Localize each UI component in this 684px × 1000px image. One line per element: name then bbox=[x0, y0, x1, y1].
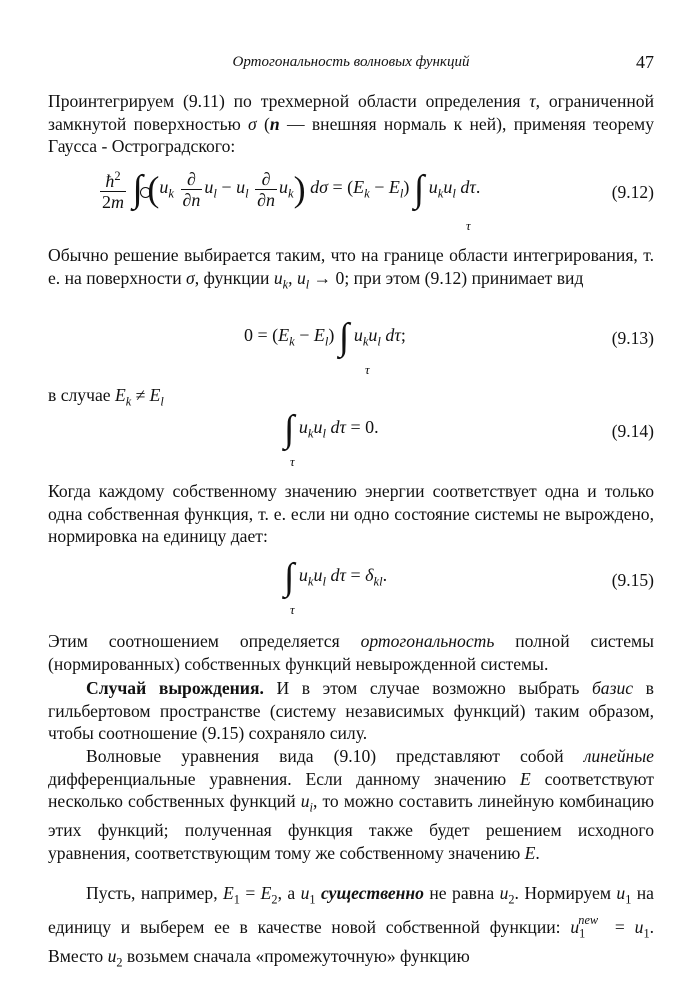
equation-9-13: $0 = (E_k - E_l)$ ∫ $u_ku_l$ dτ; τ bbox=[244, 316, 406, 377]
equation-number-9-14: (9.14) bbox=[611, 421, 654, 441]
equation-number-9-13: (9.13) bbox=[611, 328, 654, 348]
paragraph-5: Этим соотношением определяется ортогональность полной системы (нормированных) собственных функций невырожденной системы. bbox=[48, 631, 654, 674]
term-orthogonality: ортогональность bbox=[360, 631, 495, 651]
term-substantially: существенно bbox=[320, 883, 424, 903]
paragraph-4: Когда каждому собственному значению энергии соответствует одна и только одна собственная функция, т. е. если ни одно состояние системы не вырождено, нормировка на единицу дает: bbox=[48, 481, 654, 546]
section-heading-degeneracy: Случай вырождения. bbox=[86, 678, 264, 698]
paragraph-8: Пусть, например, $E_1 = E_2$, а $u_1$ существенно не равна $u_2$. Нормируем $u_1$ на единицу и выберем ее в качестве новой собственной функции: $u_1^{new} = u_1$. Вместо $u_2$ возьмем сначала «промежуточную» функцию bbox=[48, 883, 654, 970]
paragraph-1: Проинтегрируем (9.11) по трехмерной области определения τ, ограниченной замкнутой поверхностью σ (n — внешняя нормаль к ней), применяя теорему Гаусса - Остроградского: bbox=[48, 91, 654, 156]
equation-9-15: ∫ $u_ku_l$ $d\tau = \delta_{kl}$. τ bbox=[284, 556, 388, 617]
term-linear: линейные bbox=[583, 746, 654, 766]
contour-integral-sign: ∫ bbox=[133, 170, 143, 208]
term-basis: базис bbox=[591, 678, 634, 698]
equation-number-9-12: (9.12) bbox=[611, 182, 654, 202]
page-number: 47 bbox=[636, 52, 654, 72]
paragraph-2: Обычно решение выбирается таким, что на границе области интегрирования, т. е. на поверхности σ, функции $u_k$, $u_l \to 0$; при этом (9.12) принимает вид bbox=[48, 245, 654, 292]
page-header bbox=[48, 52, 654, 76]
running-title: Ортогональность волновых функций bbox=[232, 54, 470, 70]
paragraph-3: в случае $E_k \ne E_l$ bbox=[48, 385, 164, 409]
equation-9-14: ∫ $u_ku_l$ dτ = 0. τ bbox=[284, 408, 379, 469]
paragraph-6: Случай вырождения. И в этом случае возможно выбрать базис в гильбертовом пространстве (систему независимых функций) таким образом, чтобы соотношение (9.15) сохраняло силу. bbox=[48, 678, 654, 743]
equation-number-9-15: (9.15) bbox=[611, 570, 654, 590]
equation-9-12: $\frac{ħ^2}{2m}$ ∫ ($u_k$ $\frac{\partial}{\partial n}$ $u_l - u_l$ $\frac{\partial}{\partial n}$ $u_k$) $d\sigma = (E_k - E_l)$ ∫ $u_ku_l$ dτ. τ bbox=[102, 168, 481, 233]
paragraph-7: Волновые уравнения вида (9.10) представляют собой линейные дифференциальные уравнения. Если данному значению E соответствуют несколько собственных функций $u_i$, то можно составить линейную комбинацию этих функций; полученная функция также будет решением исходного уравнения, соответствующим тому же собственному значению E. bbox=[48, 746, 655, 863]
